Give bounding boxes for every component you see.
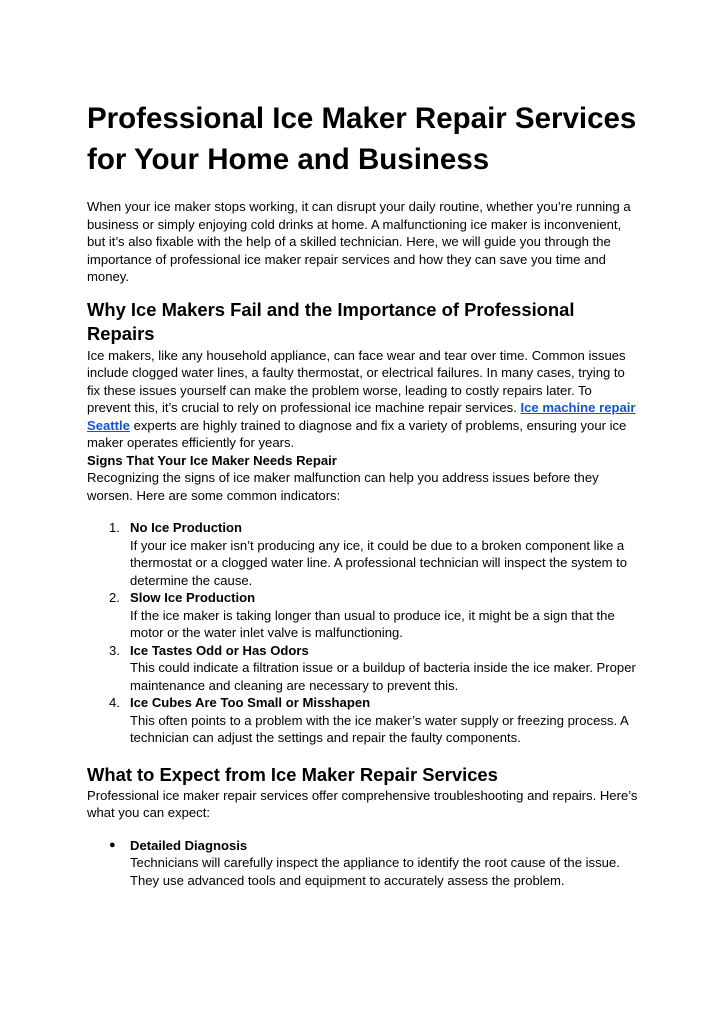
document-page [87, 98, 639, 889]
page-title: Professional Ice Maker Repair Services for Your Home and Business [87, 102, 637, 176]
list-number: 3. [109, 642, 120, 658]
list-item-title: Slow Ice Production [130, 590, 256, 605]
section1-text-before-link: Ice makers, like any household appliance, can face wear and tear over time. Common issues include clogged water lines, a faulty thermostat, or electrical failures. In many cases, trying to fix these issues yourself can make the problem worse, leading to costly repairs later. To prevent this, it’s crucial to rely on professional ice machine repair services. [87, 347, 626, 415]
subheading-signs: Signs That Your Ice Maker Needs Repair [87, 452, 337, 468]
intro-paragraph: When your ice maker stops working, it can disrupt your daily routine, whether you’re running a business or simply enjoying cold drinks at home. A malfunctioning ice maker is inconvenient, but it’s also fixable with the help of a skilled technician. Here, we will guide you through the importance of professional ice maker repair services and how they can save you time and money. [87, 199, 631, 284]
list-item-title: No Ice Production [130, 520, 243, 535]
list-item [87, 589, 639, 642]
list-item [87, 519, 639, 589]
list-number: 4. [109, 695, 120, 710]
expect-bulleted-list [87, 837, 639, 890]
list-item [87, 642, 639, 695]
ice-machine-repair-seattle-link[interactable]: Ice machine repair Seattle [87, 400, 636, 433]
list-item-description: This could indicate a filtration issue or a buildup of bacteria inside the ice maker. Proper maintenance and cleaning are necessary to prevent this. [130, 660, 636, 693]
list-item-description: If your ice maker isn’t producing any ice, it could be due to a broken component like a thermostat or a clogged water line. A professional technician will inspect the system to determine the cause. [130, 537, 628, 588]
section1-paragraph [87, 347, 639, 452]
section1-text-after-link: experts are highly trained to diagnose and fix a variety of problems, ensuring your ice maker operates efficiently for years. [87, 417, 627, 450]
signs-intro-paragraph: Recognizing the signs of ice maker malfunction can help you address issues before they worsen. Here are some common indicators: [87, 470, 599, 503]
bullet-icon: ● [109, 838, 116, 851]
section-heading-why-fail: Why Ice Makers Fail and the Importance of Professional Repairs [87, 298, 575, 344]
list-number: 1. [109, 520, 120, 535]
section2-intro-paragraph: Professional ice maker repair services offer comprehensive troubleshooting and repairs. Here’s what you can expect: [87, 787, 638, 820]
signs-numbered-list [87, 519, 639, 747]
list-item-description: If the ice maker is taking longer than usual to produce ice, it might be a sign that the motor or the water inlet valve is malfunctioning. [130, 607, 615, 640]
list-item-description: This often points to a problem with the ice maker’s water supply or freezing process. A technician can adjust the settings and repair the faulty components. [130, 712, 629, 745]
list-number: 2. [109, 590, 120, 605]
list-item [87, 694, 639, 747]
section-heading-what-to-expect: What to Expect from Ice Maker Repair Services [87, 763, 498, 785]
list-item-title: Ice Cubes Are Too Small or Misshapen [130, 695, 371, 710]
list-item-title: Detailed Diagnosis [130, 837, 248, 853]
list-item [87, 837, 639, 890]
list-item-title: Ice Tastes Odd or Has Odors [130, 642, 309, 658]
list-item-description: Technicians will carefully inspect the appliance to identify the root cause of the issue. They use advanced tools and equipment to accurately assess the problem. [130, 855, 620, 888]
